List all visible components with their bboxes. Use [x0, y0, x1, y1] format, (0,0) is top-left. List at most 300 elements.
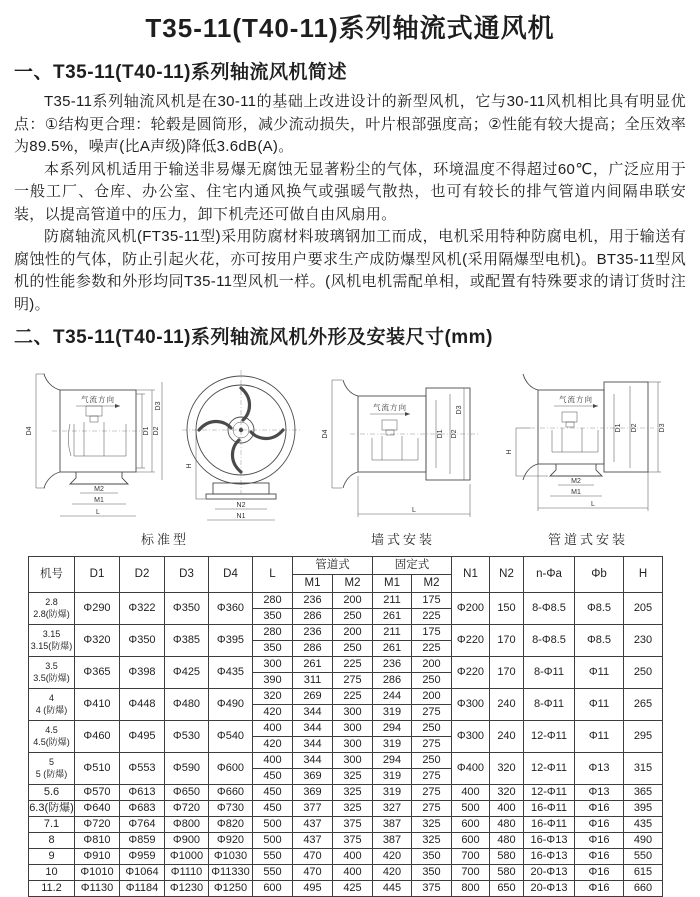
spec-cell: 450	[253, 785, 293, 801]
spec-cell: Φ660	[209, 785, 253, 801]
airflow-direction-label: 气流方向	[559, 395, 593, 404]
spec-cell: Φ400	[452, 753, 490, 785]
spec-cell: 660	[624, 881, 663, 897]
dim-label-d1: D1	[437, 429, 444, 439]
spec-cell: 8-Φ8.5	[524, 593, 575, 625]
spec-cell: Φ800	[165, 817, 209, 833]
spec-cell: 200	[333, 593, 373, 609]
dim-label-d2: D2	[451, 429, 458, 439]
dimension-table	[28, 556, 663, 897]
spec-cell: 375	[412, 881, 452, 897]
spec-cell: 375	[333, 833, 373, 849]
spec-cell: 350	[412, 849, 452, 865]
spec-cell: Φ8.5	[575, 593, 624, 625]
col-header-n2: N2	[490, 557, 524, 593]
spec-cell: Φ1064	[120, 865, 165, 881]
spec-cell: 250	[333, 609, 373, 625]
table-row	[29, 689, 663, 705]
table-row	[29, 753, 663, 769]
spec-cell: 275	[412, 705, 452, 721]
spec-cell: Φ220	[452, 625, 490, 657]
spec-cell: 580	[490, 849, 524, 865]
col-header-duct-type: 管道式	[293, 557, 373, 575]
spec-cell: 437	[293, 833, 333, 849]
wall-mount-diagram	[318, 366, 488, 528]
diagram-caption-duct-mount: 管道式安装	[547, 532, 628, 547]
spec-cell: 16-Φ11	[524, 801, 575, 817]
dim-label-n1: N1	[236, 513, 246, 520]
spec-cell: Φ11330	[209, 865, 253, 881]
spec-cell: 244	[373, 689, 412, 705]
spec-cell: 170	[490, 657, 524, 689]
spec-cell: 450	[253, 801, 293, 817]
spec-cell: Φ613	[120, 785, 165, 801]
page-title: T35-11(T40-11)系列轴流式通风机	[145, 13, 555, 43]
spec-cell: 495	[293, 881, 333, 897]
spec-cell: Φ8.5	[575, 625, 624, 657]
section2-heading: 二、T35-11(T40-11)系列轴流风机外形及安装尺寸(mm)	[14, 327, 493, 348]
spec-cell: Φ365	[75, 657, 120, 689]
machine-no-cell: 3.5 3.5(防爆)	[29, 657, 75, 689]
col-header-d2: D2	[120, 557, 165, 593]
spec-cell: 225	[412, 609, 452, 625]
spec-cell: Φ320	[75, 625, 120, 657]
machine-no-cell: 5 5 (防爆)	[29, 753, 75, 785]
spec-cell: 311	[293, 673, 333, 689]
table-row	[29, 881, 663, 897]
spec-cell: 369	[293, 785, 333, 801]
spec-cell: 295	[624, 721, 663, 753]
dim-label-m2: M2	[571, 478, 581, 485]
spec-cell: 300	[333, 753, 373, 769]
diagram-group-wall-mount	[318, 366, 488, 548]
spec-cell: Φ11	[575, 689, 624, 721]
spec-cell: Φ683	[120, 801, 165, 817]
spec-cell: 325	[333, 801, 373, 817]
spec-cell: 365	[624, 785, 663, 801]
machine-no-cell: 11.2	[29, 881, 75, 897]
spec-cell: Φ1000	[165, 849, 209, 865]
spec-cell: Φ398	[120, 657, 165, 689]
spec-cell: 369	[293, 769, 333, 785]
spec-cell: 550	[624, 849, 663, 865]
spec-cell: Φ720	[165, 801, 209, 817]
spec-cell: 420	[373, 849, 412, 865]
machine-no-cell: 8	[29, 833, 75, 849]
spec-cell: 327	[373, 801, 412, 817]
spec-cell: 12-Φ11	[524, 785, 575, 801]
dim-label-l: L	[412, 507, 416, 514]
spec-cell: 320	[490, 753, 524, 785]
spec-cell: 275	[412, 801, 452, 817]
standard-front-view-diagram	[166, 366, 316, 528]
spec-cell: Φ220	[452, 657, 490, 689]
spec-cell: Φ570	[75, 785, 120, 801]
machine-no-cell: 4.5 4.5(防爆)	[29, 721, 75, 753]
spec-cell: 470	[293, 865, 333, 881]
spec-cell: 12-Φ11	[524, 753, 575, 785]
spec-cell: 294	[373, 753, 412, 769]
spec-cell: 377	[293, 801, 333, 817]
spec-cell: 261	[293, 657, 333, 673]
spec-cell: Φ13	[575, 785, 624, 801]
spec-cell: 325	[412, 817, 452, 833]
spec-cell: Φ300	[452, 689, 490, 721]
spec-cell: 580	[490, 865, 524, 881]
spec-cell: 16-Φ13	[524, 833, 575, 849]
spec-cell: 350	[412, 865, 452, 881]
spec-cell: Φ16	[575, 833, 624, 849]
spec-cell: 8-Φ11	[524, 657, 575, 689]
spec-cell: 500	[253, 817, 293, 833]
spec-cell: Φ435	[209, 657, 253, 689]
spec-cell: 320	[490, 785, 524, 801]
dim-label-d3: D3	[155, 401, 162, 411]
spec-cell: 250	[624, 657, 663, 689]
table-header-row-1	[29, 557, 663, 575]
section1-heading: 一、T35-11(T40-11)系列轴流风机简述	[14, 62, 347, 83]
spec-cell: 294	[373, 721, 412, 737]
spec-table-body	[29, 593, 663, 897]
machine-no-cell: 4 4 (防爆)	[29, 689, 75, 721]
dim-label-d4: D4	[26, 426, 33, 436]
spec-cell: 344	[293, 737, 333, 753]
spec-cell: 269	[293, 689, 333, 705]
diagram-caption-wall-mount: 墙式安装	[370, 532, 435, 547]
spec-cell: 600	[452, 817, 490, 833]
spec-cell: 200	[333, 625, 373, 641]
spec-cell: Φ16	[575, 881, 624, 897]
col-header-fixed-type: 固定式	[373, 557, 452, 575]
standard-side-view-diagram	[14, 366, 166, 528]
table-row	[29, 833, 663, 849]
spec-cell: 8-Φ8.5	[524, 625, 575, 657]
spec-cell: 225	[333, 689, 373, 705]
dim-label-h: H	[506, 449, 513, 455]
spec-cell: Φ900	[165, 833, 209, 849]
spec-cell: 445	[373, 881, 412, 897]
spec-cell: 400	[253, 753, 293, 769]
spec-cell: 286	[293, 641, 333, 657]
spec-cell: 16-Φ11	[524, 817, 575, 833]
col-header-h: H	[624, 557, 663, 593]
spec-cell: Φ730	[209, 801, 253, 817]
spec-cell: Φ16	[575, 801, 624, 817]
spec-cell: Φ1110	[165, 865, 209, 881]
spec-cell: 500	[253, 833, 293, 849]
table-row	[29, 657, 663, 673]
spec-cell: 400	[490, 801, 524, 817]
spec-cell: 240	[490, 721, 524, 753]
spec-cell: 500	[452, 801, 490, 817]
dim-label-d4: D4	[322, 429, 329, 439]
machine-no-cell: 7.1	[29, 817, 75, 833]
spec-cell: Φ448	[120, 689, 165, 721]
airflow-direction-label: 气流方向	[373, 403, 407, 412]
spec-cell: 319	[373, 737, 412, 753]
spec-cell: 175	[412, 593, 452, 609]
spec-cell: 261	[373, 641, 412, 657]
spec-cell: 300	[333, 721, 373, 737]
spec-cell: Φ590	[165, 753, 209, 785]
spec-cell: 437	[293, 817, 333, 833]
spec-cell: 700	[452, 865, 490, 881]
spec-cell: Φ300	[452, 721, 490, 753]
spec-cell: 387	[373, 817, 412, 833]
spec-cell: Φ322	[120, 593, 165, 625]
spec-cell: 8-Φ11	[524, 689, 575, 721]
spec-cell: Φ720	[75, 817, 120, 833]
spec-cell: 275	[333, 673, 373, 689]
spec-cell: 319	[373, 705, 412, 721]
spec-cell: 650	[490, 881, 524, 897]
spec-cell: 275	[412, 769, 452, 785]
machine-no-cell: 5.6	[29, 785, 75, 801]
machine-no-cell: 9	[29, 849, 75, 865]
spec-cell: 700	[452, 849, 490, 865]
spec-cell: 320	[253, 689, 293, 705]
spec-cell: 300	[333, 737, 373, 753]
spec-cell: Φ810	[75, 833, 120, 849]
diagram-row	[14, 356, 686, 548]
spec-cell: Φ1030	[209, 849, 253, 865]
spec-cell: 200	[412, 689, 452, 705]
spec-cell: Φ360	[209, 593, 253, 625]
spec-cell: Φ11	[575, 721, 624, 753]
spec-cell: 20-Φ13	[524, 865, 575, 881]
dim-label-d2: D2	[153, 426, 160, 436]
spec-cell: Φ540	[209, 721, 253, 753]
col-header-duct-m2: M2	[333, 575, 373, 593]
paragraph-1: T35-11系列轴流风机是在30-11的基础上改进设计的新型风机，它与30-11风机相比具有明显优点：①结构更合理：轮毂是圆筒形，减少流动损失，叶片根部强度高；②性能有较大提高；全压效率为89.5%，噪声(比A声级)降低3.6dB(A)。	[14, 93, 686, 155]
duct-mount-diagram	[490, 356, 686, 528]
spec-cell: 315	[624, 753, 663, 785]
spec-cell: Φ510	[75, 753, 120, 785]
spec-cell: Φ530	[165, 721, 209, 753]
spec-cell: Φ16	[575, 817, 624, 833]
col-header-fixed-m2: M2	[412, 575, 452, 593]
col-header-d3: D3	[165, 557, 209, 593]
col-header-duct-m1: M1	[293, 575, 333, 593]
table-row	[29, 593, 663, 609]
spec-cell: 236	[293, 625, 333, 641]
spec-cell: Φ11	[575, 657, 624, 689]
machine-no-cell: 3.15 3.15(防爆)	[29, 625, 75, 657]
spec-cell: Φ395	[209, 625, 253, 657]
spec-cell: 480	[490, 833, 524, 849]
spec-cell: 275	[412, 737, 452, 753]
spec-cell: 12-Φ11	[524, 721, 575, 753]
spec-cell: 400	[452, 785, 490, 801]
spec-cell: 205	[624, 593, 663, 625]
spec-cell: Φ385	[165, 625, 209, 657]
spec-cell: 600	[253, 881, 293, 897]
spec-cell: Φ920	[209, 833, 253, 849]
spec-cell: Φ650	[165, 785, 209, 801]
dim-label-m1: M1	[571, 489, 581, 496]
spec-cell: 319	[373, 785, 412, 801]
dim-label-m2: M2	[94, 486, 104, 493]
paragraph-2: 本系列风机适用于输送非易爆无腐蚀无显著粉尘的气体，环境温度不得超过60℃，广泛应用于一般工厂、仓库、办公室、住宅内通风换气或强暖气散热，也可有较长的排气管道内间隔串联安装，以提高管道中的压力，卸下机壳还可做自由风扇用。	[14, 160, 686, 223]
spec-cell: Φ16	[575, 865, 624, 881]
spec-cell: 344	[293, 705, 333, 721]
spec-cell: 350	[253, 609, 293, 625]
dim-label-h: H	[186, 463, 193, 469]
machine-no-cell: 2.8 2.8(防爆)	[29, 593, 75, 625]
spec-cell: 344	[293, 753, 333, 769]
spec-cell: Φ350	[165, 593, 209, 625]
spec-cell: 325	[333, 785, 373, 801]
spec-cell: 450	[253, 769, 293, 785]
spec-cell: 400	[253, 721, 293, 737]
spec-cell: Φ460	[75, 721, 120, 753]
spec-cell: 420	[253, 737, 293, 753]
spec-cell: 236	[293, 593, 333, 609]
spec-cell: 230	[624, 625, 663, 657]
spec-cell: 390	[253, 673, 293, 689]
spec-cell: 420	[253, 705, 293, 721]
spec-cell: 400	[333, 849, 373, 865]
spec-cell: Φ1184	[120, 881, 165, 897]
spec-cell: 225	[412, 641, 452, 657]
spec-cell: Φ859	[120, 833, 165, 849]
diagram-caption-standard: 标准型	[140, 532, 189, 547]
spec-cell: Φ495	[120, 721, 165, 753]
table-row	[29, 849, 663, 865]
spec-cell: 344	[293, 721, 333, 737]
spec-cell: 600	[452, 833, 490, 849]
spec-cell: 150	[490, 593, 524, 625]
machine-no-cell: 6.3(防爆)	[29, 801, 75, 817]
spec-cell: 236	[373, 657, 412, 673]
spec-cell: Φ820	[209, 817, 253, 833]
dim-label-n2: N2	[236, 502, 246, 509]
col-header-phi-b: Φb	[575, 557, 624, 593]
spec-cell: 550	[253, 849, 293, 865]
col-header-n1: N1	[452, 557, 490, 593]
spec-cell: 280	[253, 593, 293, 609]
diagram-group-duct-mount	[490, 356, 686, 548]
spec-cell: 300	[333, 705, 373, 721]
spec-cell: Φ425	[165, 657, 209, 689]
spec-cell: 425	[333, 881, 373, 897]
paragraph-3: 防腐轴流风机(FT35-11型)采用防腐材料玻璃钢加工而成，电机采用特种防腐电机，用于输送有腐蚀性的气体，防止引起火花，亦可按用户要求生产成防爆型风机(采用隔爆型电机)。BT35-11型风机的性能参数和外形均同T35-11型风机一样。(风机电机需配单相，或配置有特殊要求的请订货时注明)。	[14, 228, 686, 313]
spec-cell: Φ1250	[209, 881, 253, 897]
spec-cell: 265	[624, 689, 663, 721]
spec-cell: Φ490	[209, 689, 253, 721]
table-row	[29, 625, 663, 641]
table-row	[29, 801, 663, 817]
spec-cell: 470	[293, 849, 333, 865]
spec-cell: 387	[373, 833, 412, 849]
dim-label-d3: D3	[659, 423, 666, 433]
spec-cell: 800	[452, 881, 490, 897]
spec-cell: 550	[253, 865, 293, 881]
spec-cell: 490	[624, 833, 663, 849]
spec-cell: 400	[333, 865, 373, 881]
spec-cell: 319	[373, 769, 412, 785]
col-header-n-phi-a: n-Φa	[524, 557, 575, 593]
spec-cell: 275	[412, 785, 452, 801]
spec-cell: 420	[373, 865, 412, 881]
table-row	[29, 785, 663, 801]
airflow-direction-label: 气流方向	[81, 395, 115, 404]
spec-cell: 395	[624, 801, 663, 817]
spec-cell: 170	[490, 625, 524, 657]
dim-label-d2: D2	[631, 423, 638, 433]
spec-cell: 250	[333, 641, 373, 657]
spec-cell: Φ13	[575, 753, 624, 785]
table-row	[29, 817, 663, 833]
spec-cell: Φ480	[165, 689, 209, 721]
spec-cell: 240	[490, 689, 524, 721]
spec-cell: 300	[253, 657, 293, 673]
spec-cell: 16-Φ13	[524, 849, 575, 865]
table-row	[29, 721, 663, 737]
spec-cell: 280	[253, 625, 293, 641]
spec-cell: 20-Φ13	[524, 881, 575, 897]
dim-label-l: L	[591, 501, 595, 508]
spec-cell: 261	[373, 609, 412, 625]
diagram-group-standard	[14, 366, 316, 548]
spec-cell: Φ764	[120, 817, 165, 833]
dim-label-d3: D3	[456, 405, 463, 415]
dim-label-m1: M1	[94, 497, 104, 504]
spec-cell: 286	[373, 673, 412, 689]
spec-cell: 325	[412, 833, 452, 849]
col-header-l: L	[253, 557, 293, 593]
dim-label-l: L	[96, 509, 100, 516]
table-row	[29, 865, 663, 881]
spec-cell: 211	[373, 625, 412, 641]
spec-cell: Φ290	[75, 593, 120, 625]
spec-cell: 480	[490, 817, 524, 833]
spec-cell: Φ640	[75, 801, 120, 817]
col-header-machine-no: 机号	[29, 557, 75, 593]
spec-cell: 225	[333, 657, 373, 673]
spec-cell: 615	[624, 865, 663, 881]
col-header-fixed-m1: M1	[373, 575, 412, 593]
spec-cell: 211	[373, 593, 412, 609]
spec-cell: Φ1230	[165, 881, 209, 897]
spec-cell: 375	[333, 817, 373, 833]
spec-cell: Φ410	[75, 689, 120, 721]
spec-cell: 325	[333, 769, 373, 785]
spec-cell: Φ16	[575, 849, 624, 865]
spec-cell: 200	[412, 657, 452, 673]
spec-cell: 435	[624, 817, 663, 833]
spec-cell: Φ910	[75, 849, 120, 865]
machine-no-cell: 10	[29, 865, 75, 881]
col-header-d4: D4	[209, 557, 253, 593]
dim-label-d1: D1	[143, 426, 150, 436]
spec-cell: 175	[412, 625, 452, 641]
spec-cell: 250	[412, 673, 452, 689]
spec-cell: Φ1130	[75, 881, 120, 897]
col-header-d1: D1	[75, 557, 120, 593]
spec-cell: Φ553	[120, 753, 165, 785]
spec-cell: 250	[412, 721, 452, 737]
spec-cell: Φ350	[120, 625, 165, 657]
spec-cell: Φ959	[120, 849, 165, 865]
spec-cell: Φ200	[452, 593, 490, 625]
spec-cell: 286	[293, 609, 333, 625]
dim-label-d1: D1	[615, 423, 622, 433]
spec-cell: Φ600	[209, 753, 253, 785]
spec-cell: 250	[412, 753, 452, 769]
spec-cell: 350	[253, 641, 293, 657]
spec-cell: Φ1010	[75, 865, 120, 881]
